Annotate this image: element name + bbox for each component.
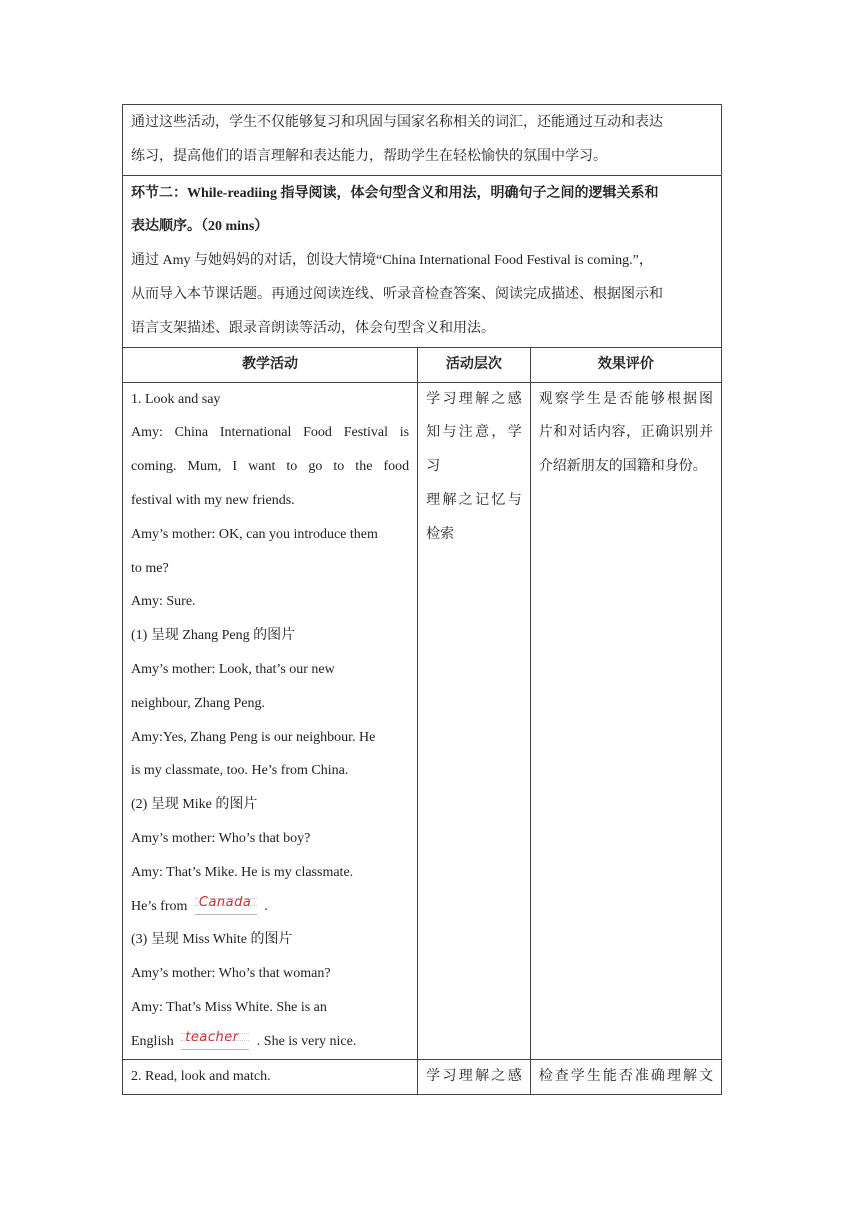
header-evaluation: 效果评价 bbox=[530, 347, 721, 382]
handwritten-answer: Canada bbox=[198, 894, 252, 910]
activity-line: Amy: That’s Mike. He is my classmate. bbox=[131, 864, 354, 880]
activity-line: (3) 呈现 Miss White 的图片 bbox=[131, 932, 293, 948]
evaluation-cell: 检查学生能否准确理解文 bbox=[530, 1059, 721, 1094]
intro-row bbox=[123, 105, 722, 176]
evaluation-line: 片和对话内容，正确识别并 bbox=[538, 425, 713, 441]
fill-in-line-country bbox=[131, 890, 409, 924]
section-heading: 环节二：While-readiing 指导阅读，体会句型含义和用法，明确句子之间的逻辑关系和 bbox=[131, 185, 659, 201]
handwritten-answer: teacher bbox=[185, 1029, 239, 1045]
fill-in-line-job bbox=[131, 1025, 409, 1059]
activity-line: is my classmate, too. He’s from China. bbox=[131, 763, 349, 779]
level-cell bbox=[418, 382, 531, 1059]
level-line: 学习理解之感 bbox=[426, 391, 522, 407]
header-activity: 教学活动 bbox=[123, 347, 418, 382]
answer-blank bbox=[181, 1029, 249, 1050]
evaluation-cell bbox=[530, 382, 721, 1059]
activity-line: festival with my new friends. bbox=[131, 492, 295, 508]
level-line: 理解之记忆与 bbox=[426, 492, 522, 508]
activity-line: (2) 呈现 Mike 的图片 bbox=[131, 797, 258, 813]
level-line: 检索 bbox=[426, 526, 455, 542]
activity-line: to me? bbox=[131, 560, 169, 576]
section-heading: 表达顺序。（20 mins） bbox=[131, 219, 269, 235]
activity-line: neighbour, Zhang Peng. bbox=[131, 695, 265, 711]
fill-in-prefix: He’s from bbox=[131, 898, 188, 914]
activity-line: Amy:Yes, Zhang Peng is our neighbour. He bbox=[131, 729, 376, 745]
section-description: 从而导入本节课话题。再通过阅读连线、听录音检查答案、阅读完成描述、根据图示和 bbox=[131, 286, 663, 302]
activity-line: Amy: China International Food Festival is bbox=[131, 425, 410, 441]
activity-cell bbox=[123, 382, 418, 1059]
activity-line: 1. Look and say bbox=[131, 391, 221, 407]
section-description: 语言支架描述、跟录音朗读等活动，体会句型含义和用法。 bbox=[131, 320, 495, 336]
fill-in-suffix: . She is very nice. bbox=[256, 1033, 357, 1049]
level-cell: 学习理解之感 bbox=[418, 1059, 531, 1094]
activity-line: Amy’s mother: OK, can you introduce them bbox=[131, 526, 378, 542]
header-level: 活动层次 bbox=[418, 347, 531, 382]
answer-blank bbox=[195, 894, 257, 915]
table-row bbox=[123, 1059, 722, 1094]
intro-cell bbox=[123, 105, 722, 176]
fill-in-prefix: English bbox=[131, 1033, 174, 1049]
evaluation-line: 介绍新朋友的国籍和身份。 bbox=[538, 459, 707, 475]
activity-line: coming. Mum, I want to go to the food bbox=[131, 459, 410, 475]
intro-line: 练习，提高他们的语言理解和表达能力，帮助学生在轻松愉快的氛围中学习。 bbox=[131, 148, 607, 164]
activity-line: (1) 呈现 Zhang Peng 的图片 bbox=[131, 628, 296, 644]
activity-line: Amy: That’s Miss White. She is an bbox=[131, 999, 327, 1015]
activity-line: Amy’s mother: Who’s that woman? bbox=[131, 966, 331, 982]
section-cell bbox=[123, 175, 722, 347]
activity-cell: 2. Read, look and match. bbox=[123, 1059, 418, 1094]
activity-line: Amy: Sure. bbox=[131, 594, 196, 610]
table-row bbox=[123, 382, 722, 1059]
lesson-plan-table bbox=[122, 104, 722, 1095]
fill-in-suffix: . bbox=[264, 898, 268, 914]
activity-line: Amy’s mother: Look, that’s our new bbox=[131, 661, 335, 677]
activity-line: Amy’s mother: Who’s that boy? bbox=[131, 830, 311, 846]
level-line: 知与注意，学习 bbox=[426, 425, 522, 475]
table-header-row bbox=[123, 347, 722, 382]
section-description: 通过 Amy 与她妈妈的对话，创设大情境“China International Food Festival is coming.”， bbox=[131, 253, 653, 269]
section-row bbox=[123, 175, 722, 347]
evaluation-line: 观察学生是否能够根据图 bbox=[538, 391, 713, 407]
intro-line: 通过这些活动，学生不仅能够复习和巩固与国家名称相关的词汇，还能通过互动和表达 bbox=[131, 115, 663, 130]
